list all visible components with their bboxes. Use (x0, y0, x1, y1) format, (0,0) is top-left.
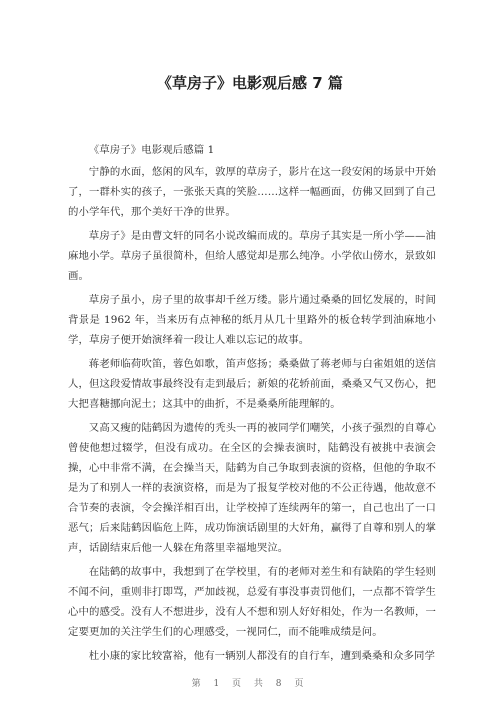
paragraph-7: 杜小康的家比较富裕，他有一辆别人都没有的自行车，遭到桑桑和众多同学 (88, 650, 435, 662)
document-title: 《草房子》电影观后感 7 篇 (157, 74, 343, 92)
paragraph-5: 又高又瘦的陆鹤因为遗传的秃头一再的被同学们嘲笑，小孩子强烈的自尊心曾使他想过辍学，但没有成功。在全区的会操表演时，陆鹤没有被挑中表演会操，心中非常不满，在会操当天，陆鹤为自己争取到表演的资格，但他的争取不是为了和别人一样的表演资格，而是为了报复学校对他的不公正待遇，他故意不合节奏的表演，令会操洋相百出，让学校掉了连续两年的第一，自己也出了一口恶气；后来陆鹤因临危上阵，成功饰演话剧里的大奸角，赢得了自尊和别人的掌声，话剧结束后他一人躲在角落里幸福地哭泣。 (68, 422, 436, 554)
page-number-footer: 第 1 页 共 8 页 (191, 679, 309, 689)
paragraph-4: 蒋老师临荷吹笛，蓉色如歌，笛声悠扬；桑桑做了蒋老师与白雀姐姐的送信人，但这段爱情故事最终没有走到最后；新娘的花轿前面，桑桑又气又伤心，把大把喜糖挪向泥土；这其中的曲折，不是桑桑所能理解的。 (68, 358, 436, 410)
section-heading: 《草房子》电影观后感篇 1 (88, 144, 215, 156)
paragraph-6: 在陆鹤的故事中，我想到了在学校里，有的老师对差生和有缺陷的学生轻则不闻不问，重则非打即骂，严加歧视，总爱有事没事责罚他们，一点都不管学生心中的感受。没有人不想进步，没有人不想和别人好好相处，作为一名教师，一定要更加的关注学生们的心理感受，一视同仁，而不能唯成绩是问。 (68, 566, 436, 638)
paragraph-3: 草房子虽小，房子里的故事却千丝万缕。影片通过桑桑的回忆发展的，时间背景是 1962 年，当来历有点神秘的纸月从几十里路外的板仓转学到油麻地小学，草房子便开始演绎着一段让人难以忘记的故事。 (68, 294, 436, 346)
paragraph-2: 草房子》是由曹文轩的同名小说改编而成的。草房子其实是一所小学——油麻地小学。草房子虽很简朴，但给人感觉却是那么纯净。小学依山傍水，景致如画。 (68, 230, 436, 282)
document-body (68, 140, 436, 670)
paragraph-1: 宁静的水面，悠闲的风车，敦厚的草房子，影片在这一段安闲的场景中开始了，一群朴实的孩子，一张张天真的笑脸……这样一幅画面，仿佛又回到了自己的小学年代，那个美好干净的世界。 (68, 166, 436, 218)
